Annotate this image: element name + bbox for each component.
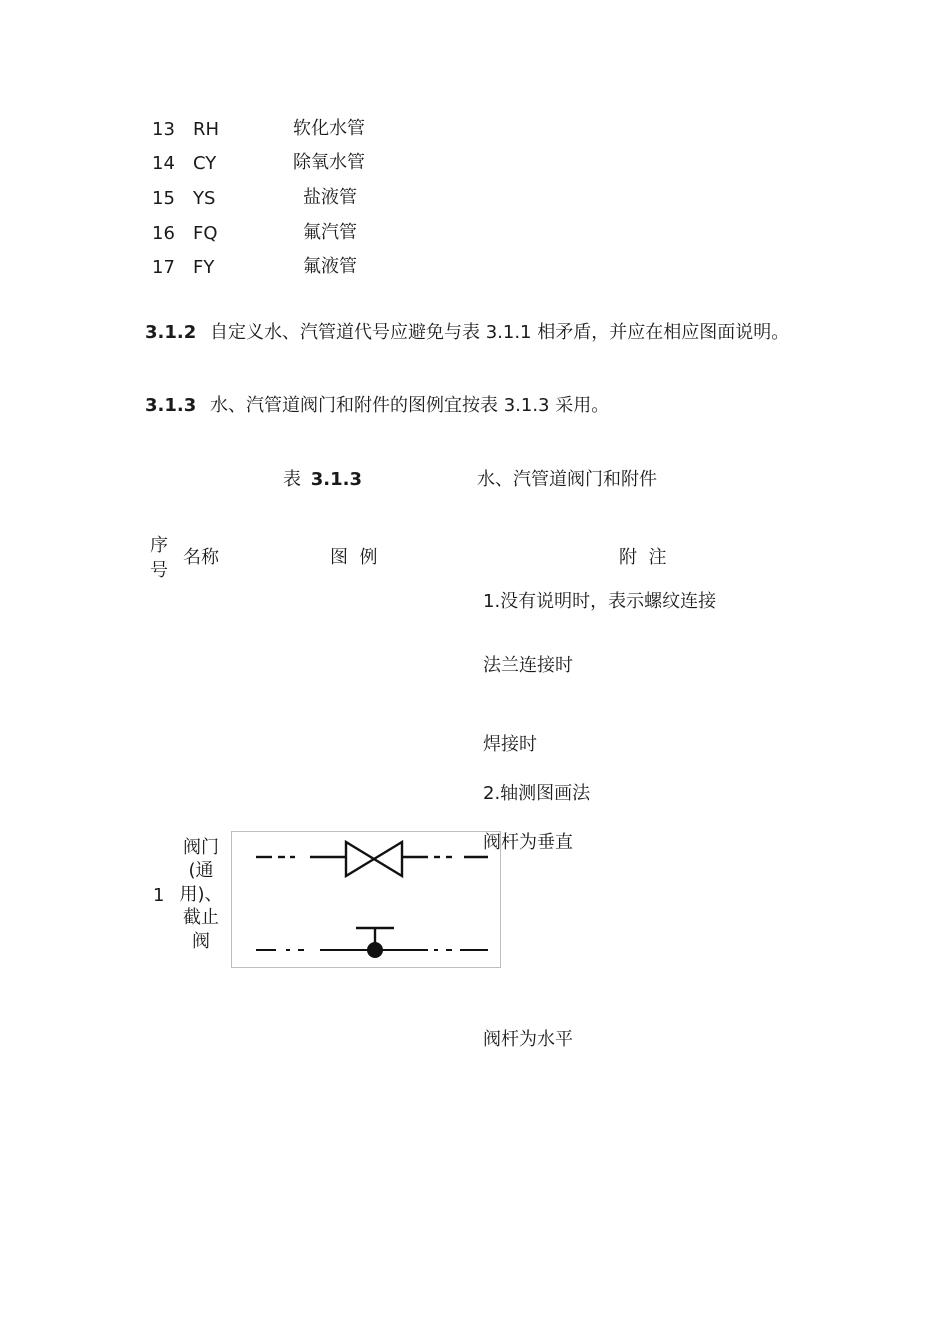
valve-legend-figure — [231, 831, 501, 968]
code-row-code: YS — [193, 188, 216, 209]
code-row-name: 软化水管 — [293, 118, 365, 139]
row-name-line: 阀 — [192, 930, 210, 952]
table-number: 3.1.3 — [310, 469, 362, 490]
header-seq-bottom: 号 — [150, 560, 168, 581]
code-row-number: 17 — [152, 257, 175, 278]
code-row-name: 氟液管 — [303, 256, 357, 277]
clause-text: 自定义水、汽管道代号应避免与表 3.1.1 相矛盾，并应在相应图面说明。 — [209, 322, 790, 343]
header-name: 名称 — [183, 547, 219, 568]
row-name-line: 阀门 — [183, 837, 219, 858]
row-name-line: (通 — [188, 860, 214, 882]
code-row-code: RH — [193, 119, 220, 140]
clause-text: 水、汽管道阀门和附件的图例宜按表 3.1.3 采用。 — [209, 395, 610, 416]
code-row-name: 除氧水管 — [293, 152, 365, 173]
row-seq: 1 — [153, 885, 165, 906]
clause-3-1-2 — [145, 324, 789, 342]
clause-3-1-3 — [145, 397, 609, 415]
table-caption-prefix: 表 — [283, 469, 301, 490]
note-line: 焊接时 — [483, 734, 537, 755]
clause-number: 3.1.3 — [145, 395, 197, 416]
code-row-code: CY — [193, 153, 217, 174]
note-line: 1.没有说明时，表示螺纹连接 — [483, 591, 717, 612]
code-row-code: FY — [193, 257, 215, 278]
row-name-line: 截止 — [183, 907, 219, 929]
header-seq-top: 序 — [150, 535, 168, 556]
code-row-name: 氟汽管 — [303, 222, 357, 243]
row-name-line: 用)、 — [179, 883, 223, 905]
code-row-code: FQ — [193, 223, 218, 244]
code-row-name: 盐液管 — [303, 187, 357, 208]
header-legend: 图 例 — [330, 547, 378, 568]
header-notes: 附 注 — [619, 547, 667, 568]
code-row-number: 15 — [152, 188, 175, 209]
note-line: 法兰连接时 — [483, 655, 573, 676]
note-line: 阀杆为垂直 — [483, 832, 573, 853]
gate-valve-symbol — [256, 842, 488, 876]
table-caption-title: 水、汽管道阀门和附件 — [477, 469, 657, 490]
note-line: 阀杆为水平 — [483, 1029, 573, 1050]
code-row-number: 14 — [152, 153, 175, 174]
code-row-number: 16 — [152, 223, 175, 244]
note-line: 2.轴测图画法 — [483, 783, 591, 804]
table-caption-number — [283, 471, 362, 489]
code-row-number: 13 — [152, 119, 175, 140]
clause-number: 3.1.2 — [145, 322, 197, 343]
row-name — [177, 836, 225, 953]
valve-symbols — [232, 832, 500, 967]
